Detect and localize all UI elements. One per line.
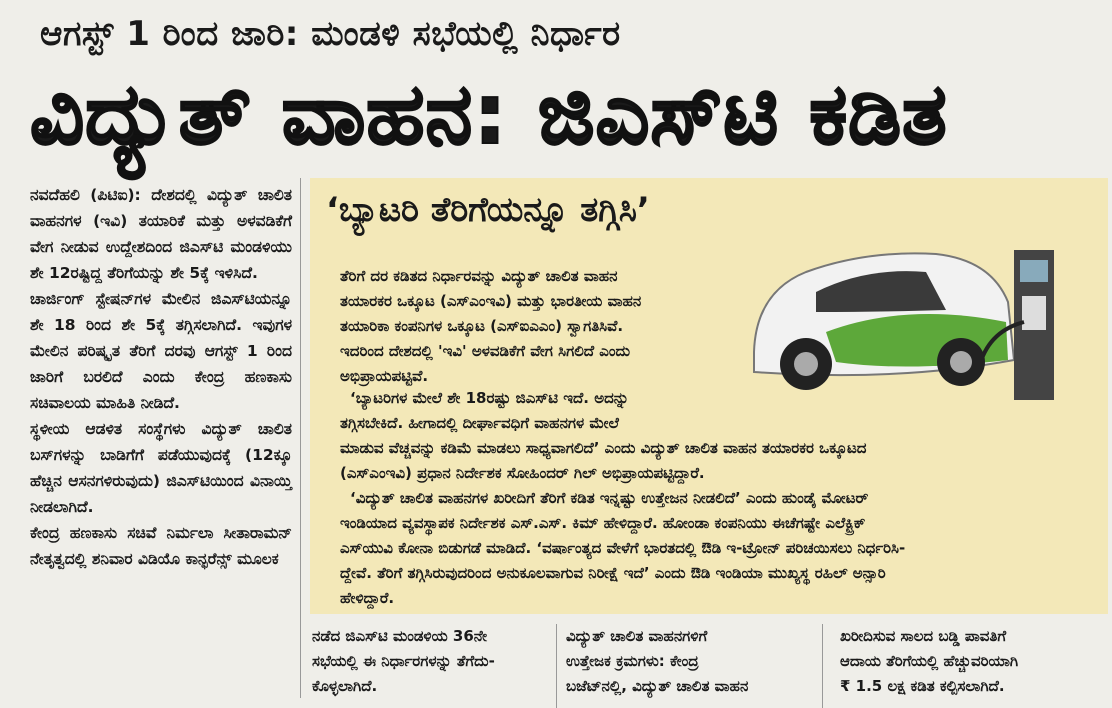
text-line: ಖರೀದಿಸುವ ಸಾಲದ ಬಡ್ಡಿ ಪಾವತಿಗೆ (840, 627, 1007, 645)
text-line: ತಯಾರಿಕಾ ಕಂಪನಿಗಳ ಒಕ್ಕೂಟ (ಎಸ್‌ಐಎಎಂ) ಸ್ವಾಗತಿಸಿವೆ. (340, 317, 624, 335)
text-line: ತಯಾರಕರ ಒಕ್ಕೂಟ (ಎಸ್‌ಎಂಇವಿ) ಮತ್ತು ಭಾರತೀಯ ವಾಹನ (340, 292, 642, 310)
text-line: ಹೇಳಿದ್ದಾರೆ. (340, 589, 395, 607)
main-headline: ವಿದ್ಯುತ್ ವಾಹನ: ಜಿಎಸ್‌ಟಿ ಕಡಿತ (30, 65, 948, 163)
box-title: ‘ಬ್ಯಾಟರಿ ತೆರಿಗೆಯನ್ನೂ ತಗ್ಗಿಸಿ’ (326, 190, 650, 230)
paragraph: ನವದೆಹಲಿ (ಪಿಟಿಐ): ದೇಶದಲ್ಲಿ ವಿದ್ಯುತ್ ಚಾಲಿತ ವಾಹನಗಳ (ಇವಿ) ತಯಾರಿಕೆ ಮತ್ತು ಅಳವಡಿಕೆಗೆ ವೇಗ ನೀಡುವ ಉದ್ದೇಶದಿಂದ ಜಿಎಸ್‌ಟಿ ಮಂಡಳಿಯು ಶೇ 12ರಷ್ಟಿದ್ದ ತೆರಿಗೆಯನ್ನು ಶೇ 5ಕ್ಕೆ ಇಳಿಸಿದೆ. (30, 186, 292, 282)
text-line: ದ್ದೇವೆ. ತೆರಿಗೆ ತಗ್ಗಿಸಿರುವುದರಿಂದ ಅನುಕೂಲವಾಗುವ ನಿರೀಕ್ಷೆ ಇದೆ’ ಎಂದು ಔಡಿ ಇಂಡಿಯಾ ಮುಖ್ಯಸ್ಥ ರಹಿಲ್ ಅನ್ಸಾರಿ (340, 564, 886, 582)
kicker-headline: ಆಗಸ್ಟ್ 1 ರಿಂದ ಜಾರಿ: ಮಂಡಳಿ ಸಭೆಯಲ್ಲಿ ನಿರ್ಧಾರ (40, 14, 621, 54)
bottom-column (840, 624, 1100, 699)
text-line: ಕೊಳ್ಳಲಾಗಿದೆ. (312, 677, 378, 695)
text-line: ಸಭೆಯಲ್ಲಿ ಈ ನಿರ್ಧಾರಗಳನ್ನು ತೆಗೆದು- (312, 652, 495, 670)
paragraph: ಕೇಂದ್ರ ಹಣಕಾಸು ಸಚಿವೆ ನಿರ್ಮಲಾ ಸೀತಾರಾಮನ್ ನೇತೃತ್ವದಲ್ಲಿ ಶನಿವಾರ ವಿಡಿಯೊ ಕಾನ್ಫರೆನ್ಸ್ ಮೂಲಕ (30, 524, 292, 568)
text-line: ಉತ್ತೇಜಕ ಕ್ರಮಗಳು: ಕೇಂದ್ರ (566, 652, 699, 670)
bottom-column (566, 624, 802, 699)
box-body (340, 386, 1096, 611)
paragraph: ಸ್ಥಳೀಯ ಆಡಳಿತ ಸಂಸ್ಥೆಗಳು ವಿದ್ಯುತ್ ಚಾಲಿತ ಬಸ್‌ಗಳನ್ನು ಬಾಡಿಗೆಗೆ ಪಡೆಯುವುದಕ್ಕೆ (12ಕ್ಕೂ ಹೆಚ್ಚಿನ ಆಸನಗಳಿರುವುದು) ಜಿಎಸ್‌ಟಿಯಿಂದ ವಿನಾಯ್ತಿ ನೀಡಲಾಗಿದೆ. (30, 420, 292, 516)
text-line: ಇದರಿಂದ ದೇಶದಲ್ಲಿ 'ಇವಿ' ಅಳವಡಿಕೆಗೆ ವೇಗ ಸಿಗಲಿದೆ ಎಂದು (340, 342, 630, 360)
bottom-row (0, 624, 1112, 708)
electric-car-photo (746, 232, 1092, 410)
left-column (30, 182, 292, 572)
text-line: ತಗ್ಗಿಸಬೇಕಿದೆ. ಹೀಗಾದಲ್ಲಿ ದೀರ್ಘಾವಧಿಗೆ ವಾಹನಗಳ ಮೇಲೆ (340, 414, 619, 432)
bottom-column (312, 624, 548, 699)
text-line: ₹ 1.5 ಲಕ್ಷ ಕಡಿತ ಕಲ್ಪಿಸಲಾಗಿದೆ. (840, 677, 1005, 695)
text-line: ಇಂಡಿಯಾದ ವ್ಯವಸ್ಥಾಪಕ ನಿರ್ದೇಶಕ ಎಸ್.ಎಸ್. ಕಿಮ್ ಹೇಳಿದ್ದಾರೆ. ಹೋಂಡಾ ಕಂಪನಿಯು ಈಚೆಗಷ್ಟೇ ಎಲೆಕ್ಟ್ರಿಕ್ (340, 514, 866, 532)
text-line: ವಿದ್ಯುತ್ ಚಾಲಿತ ವಾಹನಗಳಿಗೆ (566, 627, 708, 645)
paragraph: ಚಾರ್ಜಿಂಗ್ ಸ್ಟೇಷನ್‌ಗಳ ಮೇಲಿನ ಜಿಎಸ್‌ಟಿಯನ್ನೂ ಶೇ 18 ರಿಂದ ಶೇ 5ಕ್ಕೆ ತಗ್ಗಿಸಲಾಗಿದೆ. ಇವುಗಳ ಮೇಲಿನ ಪರಿಷ್ಕೃತ ತೆರಿಗೆ ದರವು ಆಗಸ್ಟ್ 1 ರಿಂದ ಜಾರಿಗೆ ಬರಲಿದೆ ಎಂದು ಕೇಂದ್ರ ಹಣಕಾಸು ಸಚಿವಾಲಯ ಮಾಹಿತಿ ನೀಡಿದೆ. (30, 290, 292, 412)
text-line: ತೆರಿಗೆ ದರ ಕಡಿತದ ನಿರ್ಧಾರವನ್ನು ವಿದ್ಯುತ್ ಚಾಲಿತ ವಾಹನ (340, 267, 618, 285)
column-divider (300, 178, 301, 698)
text-line: ‘ಬ್ಯಾಟರಿಗಳ ಮೇಲೆ ಶೇ 18ರಷ್ಟು ಜಿಎಸ್‌ಟಿ ಇದೆ. ಅದನ್ನು (350, 389, 629, 407)
text-line: ಆದಾಯ ತೆರಿಗೆಯಲ್ಲಿ ಹೆಚ್ಚುವರಿಯಾಗಿ (840, 652, 1019, 670)
text-line: ಅಭಿಪ್ರಾಯಪಟ್ಟಿವೆ. (340, 367, 429, 385)
text-line: ಬಜೆಟ್‌ನಲ್ಲಿ, ವಿದ್ಯುತ್ ಚಾಲಿತ ವಾಹನ (566, 677, 749, 695)
box-intro (340, 264, 740, 389)
column-divider (822, 624, 823, 708)
text-line: ನಡೆದ ಜಿಎಸ್‌ಟಿ ಮಂಡಳಿಯ 36ನೇ (312, 627, 488, 645)
column-divider (556, 624, 557, 708)
text-line: ಎಸ್‌ಯುವಿ ಕೋನಾ ಬಿಡುಗಡೆ ಮಾಡಿದೆ. ‘ವರ್ಷಾಂತ್ಯದ ವೇಳೆಗೆ ಭಾರತದಲ್ಲಿ ಔಡಿ ಇ-ಟ್ರೋನ್ ಪರಿಚಯಿಸಲು ನಿರ್ಧರಿಸಿ- (340, 539, 906, 557)
text-line: (ಎಸ್‌ಎಂಇವಿ) ಪ್ರಧಾನ ನಿರ್ದೇಶಕ ಸೋಹಿಂದರ್ ಗಿಲ್ ಅಭಿಪ್ರಾಯಪಟ್ಟಿದ್ದಾರೆ. (340, 464, 705, 482)
text-line: ‘ವಿದ್ಯುತ್ ಚಾಲಿತ ವಾಹನಗಳ ಖರೀದಿಗೆ ತೆರಿಗೆ ಕಡಿತ ಇನ್ನಷ್ಟು ಉತ್ತೇಜನ ನೀಡಲಿದೆ’ ಎಂದು ಹುಂಡೈ ಮೋಟರ್ (350, 489, 869, 507)
text-line: ಮಾಡುವ ವೆಚ್ಚವನ್ನು ಕಡಿಮೆ ಮಾಡಲು ಸಾಧ್ಯವಾಗಲಿದೆ’ ಎಂದು ವಿದ್ಯುತ್ ಚಾಲಿತ ವಾಹನ ತಯಾರಕರ ಒಕ್ಕೂಟದ (340, 439, 867, 457)
